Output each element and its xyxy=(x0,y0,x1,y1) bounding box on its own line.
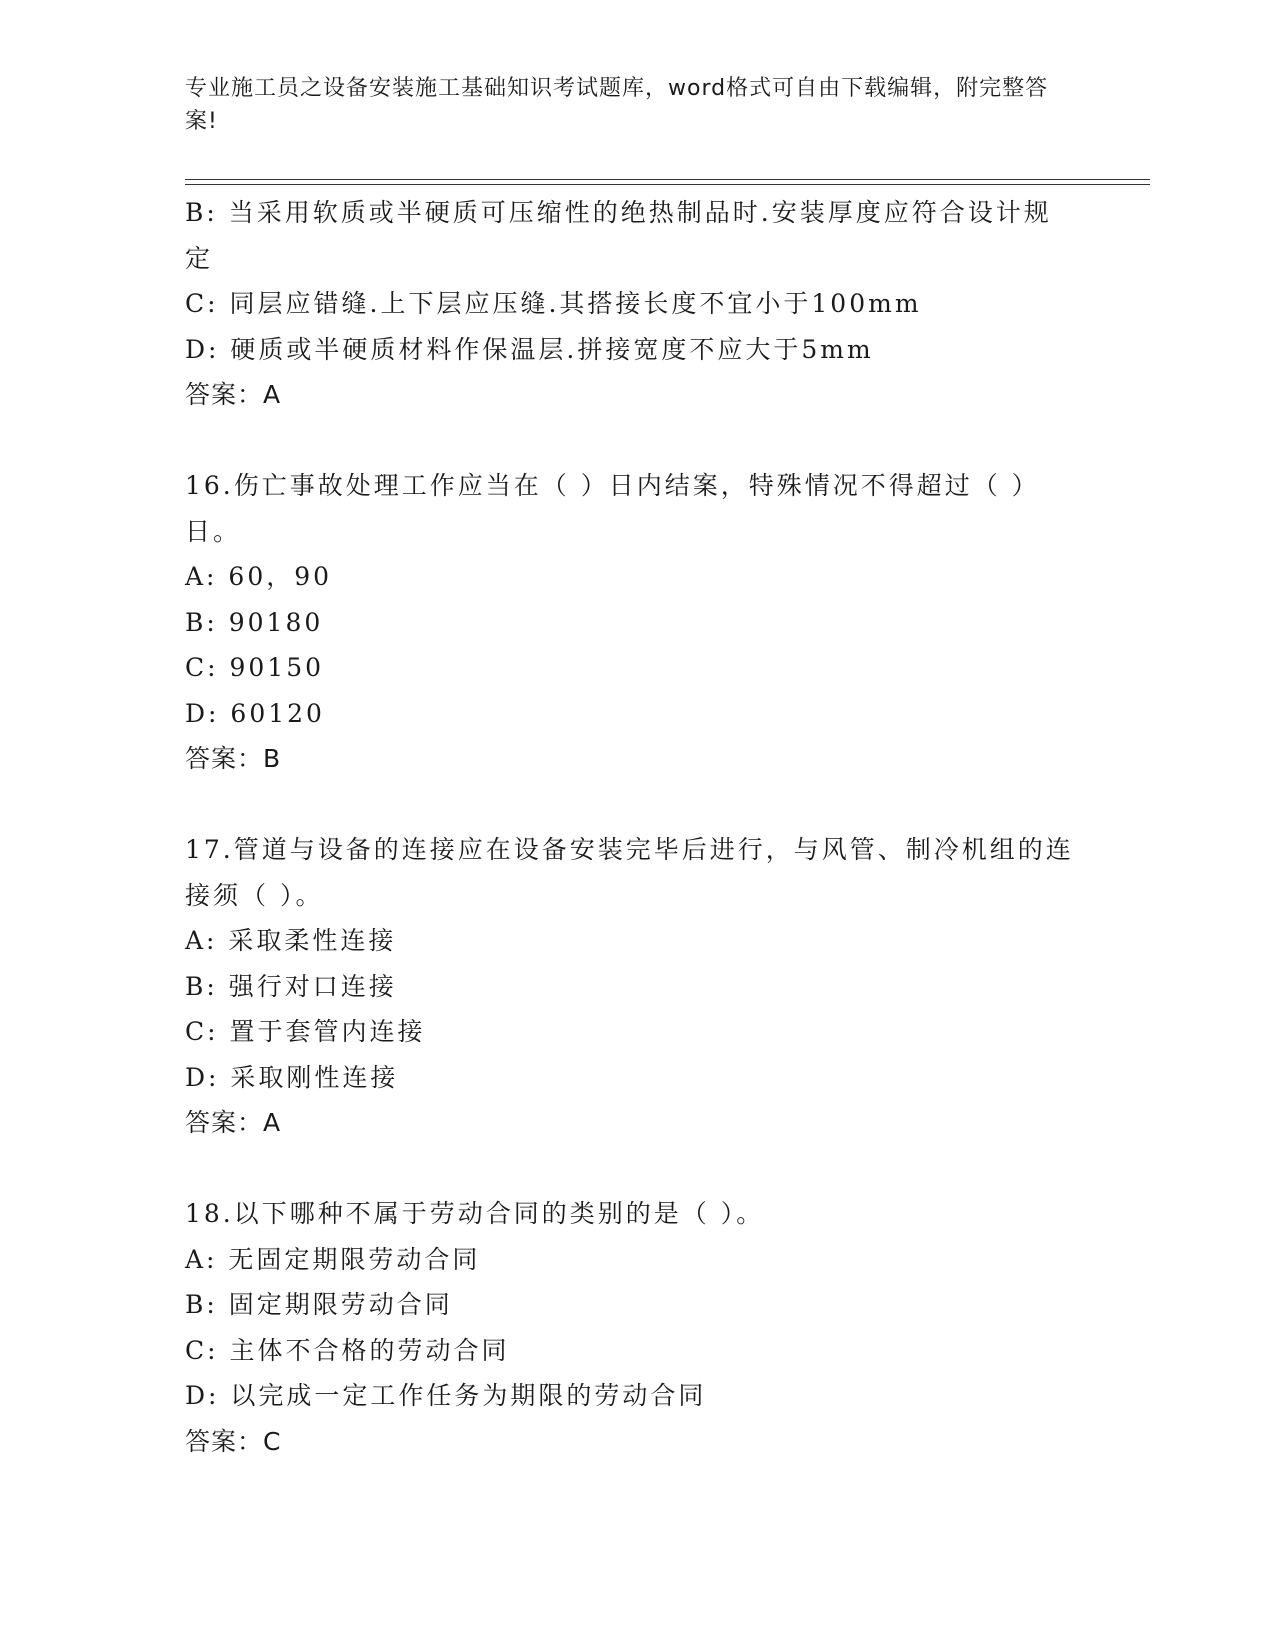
spacer xyxy=(185,418,1075,464)
answer-label: 答案：A xyxy=(185,380,282,409)
spacer xyxy=(185,782,1075,828)
option-d: D: 以完成一定工作任务为期限的劳动合同 xyxy=(185,1381,707,1410)
question-block-18 xyxy=(185,1191,1075,1464)
question-stem: 17.管道与设备的连接应在设备安装完毕后进行，与风管、制冷机组的连接须（ ）。 xyxy=(185,835,1074,910)
answer-label: 答案：C xyxy=(185,1426,282,1456)
question-list xyxy=(185,190,1075,1464)
header-divider-top xyxy=(185,179,1150,180)
option-d: D: 60120 xyxy=(185,698,325,728)
answer-label: 答案：B xyxy=(185,744,282,773)
option-a: A: 60，90 xyxy=(185,562,333,591)
option-c: C: 90150 xyxy=(185,653,325,682)
question-block-17 xyxy=(185,827,1075,1146)
document-header: 专业施工员之设备安装施工基础知识考试题库，word格式可自由下载编辑，附完整答案! xyxy=(185,76,1049,134)
option-d: D: 硬质或半硬质材料作保温层.拼接宽度不应大于5mm xyxy=(185,334,874,364)
option-c: C: 主体不合格的劳动合同 xyxy=(185,1335,510,1365)
question-block-15 xyxy=(185,190,1075,418)
spacer xyxy=(185,1146,1075,1192)
header-divider-bottom xyxy=(185,184,1150,185)
option-b: B: 90180 xyxy=(185,607,324,637)
option-d: D: 采取刚性连接 xyxy=(185,1062,399,1092)
question-block-16 xyxy=(185,463,1075,782)
option-b: B: 当采用软质或半硬质可压缩性的绝热制品时.安装厚度应符合设计规定 xyxy=(185,198,1052,273)
question-stem: 16.伤亡事故处理工作应当在（ ）日内结案，特殊情况不得超过（ ）日。 xyxy=(185,471,1040,546)
answer-label: 答案：A xyxy=(185,1108,282,1137)
option-c: C: 同层应错缝.上下层应压缝.其搭接长度不宜小于100mm xyxy=(185,289,922,318)
option-b: B: 强行对口连接 xyxy=(185,971,397,1001)
option-c: C: 置于套管内连接 xyxy=(185,1017,426,1046)
option-b: B: 固定期限劳动合同 xyxy=(185,1290,453,1319)
question-stem: 18.以下哪种不属于劳动合同的类别的是（ ）。 xyxy=(185,1199,765,1228)
option-a: A: 采取柔性连接 xyxy=(185,926,397,955)
option-a: A: 无固定期限劳动合同 xyxy=(185,1244,481,1274)
